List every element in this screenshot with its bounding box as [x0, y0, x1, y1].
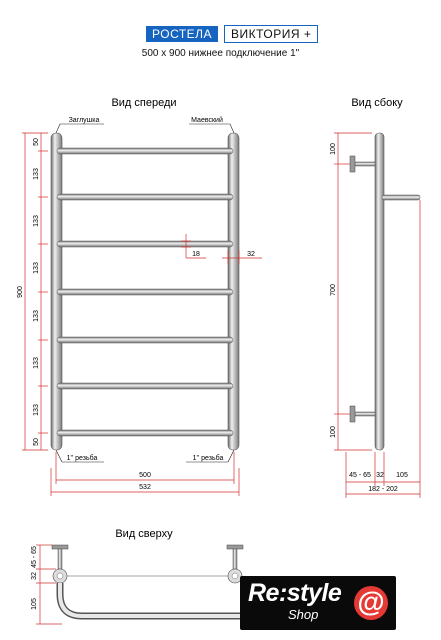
rungs — [57, 148, 233, 436]
subtitle: 500 x 900 нижнее подключение 1" — [141, 48, 300, 59]
logo-at-icon: @ — [354, 586, 388, 620]
model-label: ВИКТОРИЯ + — [224, 25, 318, 43]
dim-segment: 133 — [33, 357, 40, 369]
plug-label: Заглушка — [68, 117, 100, 124]
dim-500: 500 — [139, 472, 151, 479]
dim-side-32: 32 — [376, 472, 384, 479]
detail-dimensions — [181, 234, 262, 264]
restyle-shop-logo — [240, 576, 396, 630]
rung — [57, 194, 233, 200]
dim-32: 32 — [247, 251, 255, 258]
dim-18: 18 — [192, 251, 200, 258]
wall-mount-top — [350, 156, 375, 172]
dim-top-105: 105 — [31, 598, 38, 610]
dim-top-32: 32 — [31, 572, 38, 580]
dim-segment: 50 — [33, 438, 40, 446]
dim-segment: 133 — [33, 262, 40, 274]
side-tube — [375, 133, 384, 450]
side-view-title: Вид сбоку — [351, 97, 403, 109]
rung — [57, 383, 233, 389]
thread-right-label: 1'' резьба — [192, 455, 224, 462]
top-view-drawing — [52, 545, 243, 616]
thread-left-label: 1'' резьба — [66, 455, 98, 462]
brand-label: РОСТЕЛА — [146, 26, 218, 42]
dim-segment: 133 — [33, 215, 40, 227]
dim-total-height: 900 — [17, 286, 24, 298]
dim-segment: 50 — [33, 138, 40, 146]
valve-label: Маевский — [191, 117, 223, 124]
rung — [57, 430, 233, 436]
dim-segment: 133 — [33, 168, 40, 180]
dim-side-105: 105 — [396, 472, 408, 479]
dim-side-top: 100 — [330, 143, 337, 155]
rung — [57, 241, 233, 247]
dim-segment: 133 — [33, 310, 40, 322]
wall-mount-bottom — [350, 406, 375, 422]
side-height-dimensions — [334, 133, 372, 450]
side-rung — [382, 195, 420, 200]
top-view-title: Вид сверху — [115, 528, 173, 540]
dim-side-middle: 700 — [330, 284, 337, 296]
logo-main-text: Re:style — [248, 579, 342, 607]
dim-segment: 133 — [33, 404, 40, 416]
front-view-title: Вид спереди — [111, 97, 177, 109]
dim-532: 532 — [139, 484, 151, 491]
rung — [57, 289, 233, 295]
logo-sub-text: Shop — [288, 607, 319, 622]
dim-side-depth: 45 - 65 — [349, 472, 371, 479]
dim-side-bottom: 100 — [330, 426, 337, 438]
rung — [57, 148, 233, 154]
dim-top-depth: 45 - 65 — [31, 546, 38, 568]
rung — [57, 337, 233, 343]
dim-side-total-depth: 182 - 202 — [368, 486, 398, 493]
